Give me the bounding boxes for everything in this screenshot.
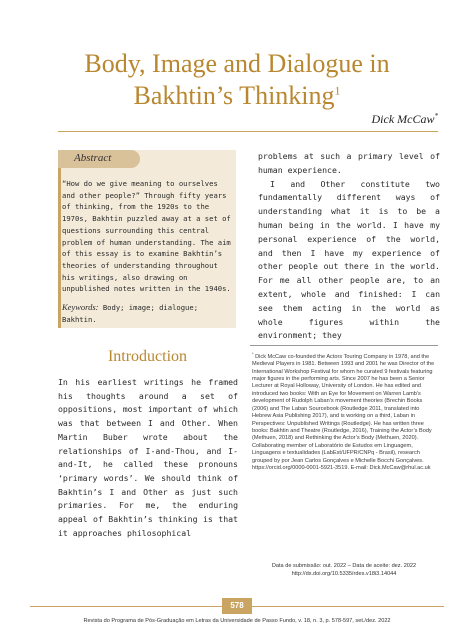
title-line-2 — [40, 80, 434, 112]
body-paragraph-1: problems at such a primary level of human experience. — [258, 151, 440, 175]
keywords — [62, 302, 232, 325]
author-footnote-marker[interactable]: * — [434, 112, 438, 120]
footnote-divider — [250, 345, 438, 346]
introduction-heading: Introduction — [107, 348, 188, 365]
submission-date-line: Data de submissão: out. 2022 – Data de aceite: dez. 2022 — [271, 563, 417, 569]
author-footnote — [252, 350, 438, 472]
page-number: 578 — [222, 598, 252, 614]
introduction-paragraph: In his earliest writings he framed his thoughts around a set of oppositions, most important of which was that between I and Other. When Martin Buber wrote about the relationships of I-and-Thou, and I-and-It, he called these pronouns ‘primary words’. We should think of Bakhtin’s I and Other as just such primaries. For me, the enduring appeal of Bakhtin’s thinking is that it approaches philosophical — [58, 377, 238, 538]
submission-dates — [250, 563, 438, 578]
header-divider — [58, 131, 438, 132]
author-text: Dick McCaw — [371, 112, 435, 126]
right-column-text — [258, 150, 440, 343]
author-name — [372, 112, 438, 127]
title-footnote-marker[interactable]: 1 — [334, 83, 341, 98]
abstract-text: “How do we give meaning to ourselves and other people?” Through fifty years of thinking, from the 1920s to the 1970s, Bakhtin puzzled away at a set of questions surrounding this central problem of human understanding. The aim of this essay is to examine Bakhtin’s theories of understanding throughout his writings, also drawing on unpublished notes written in the 1940s. — [62, 179, 231, 294]
abstract-label: Abstract — [74, 152, 112, 164]
title-line-1: Body, Image and Dialogue in — [84, 49, 390, 78]
keywords-label: Keywords: — [62, 302, 99, 312]
doi-link[interactable]: http://dx.doi.org/10.5335/rdes.v18i3.14044 — [291, 570, 397, 577]
footnote-text: Dick McCaw co-founded the Actors Touring Company in 1978, and the Medieval Players in 1981. Between 1993 and 2001 he was Director of the International Workshop Festival for whom he curated 9 festivals featuring major figures in the performing arts. Since 2007 he has been a Senior Lecturer at Royal Holloway, University of London. He has edited and introduced two books: With an Eye for Movement on Warren Lamb’s development of Rudolph Laban’s movement theories (Brechin Books (2006) and The Laban Sourcebook (Routledge 2011, translated into Hebrew Asia Publishing 2017), and is working on a third, Laban in Perspectives: Unpublished Writings (Routledge). He has written three books: Bakhtin and Theatre (Routledge, 2016), Training the Actor’s Body (Methuen, 2018) and Rethinking the Actor’s Body (Methuen, 2020). Collaborating member of Laboratório de Estudos em Linguagem, Linguagens e textualidades (LabEst/UFPR/CNPq - Brasil), research grouped by por Jean Carlos Gonçalves e Michelle Bocchi Gonçalves. https://orcid.org/0000-0001-5921-3519. E-mail: Dick.McCaw@rhul.ac.uk — [252, 353, 435, 471]
body-paragraph-2: I and Other constitute two fundamentally different ways of understanding what it is to be a human being in the world. I have my personal experience of the world, and then I have my experience of other people out there in the world. For me all other people are, to an extent, whole and finished: I can see them acting in the world as whole figures within the environment; they — [258, 178, 440, 341]
journal-citation: Revista do Programa de Pós-Graduação em Letras da Universidade de Passo Fundo, v. 18, n. 3, p. 578-597, set./dez. 2022 — [83, 618, 391, 624]
footnote-marker: * — [252, 351, 254, 356]
keywords-list: Body; image; dialogue; Bakhtin. — [62, 303, 199, 324]
title-line-2-text: Bakhtin’s Thinking — [133, 81, 335, 110]
article-title — [40, 48, 434, 112]
